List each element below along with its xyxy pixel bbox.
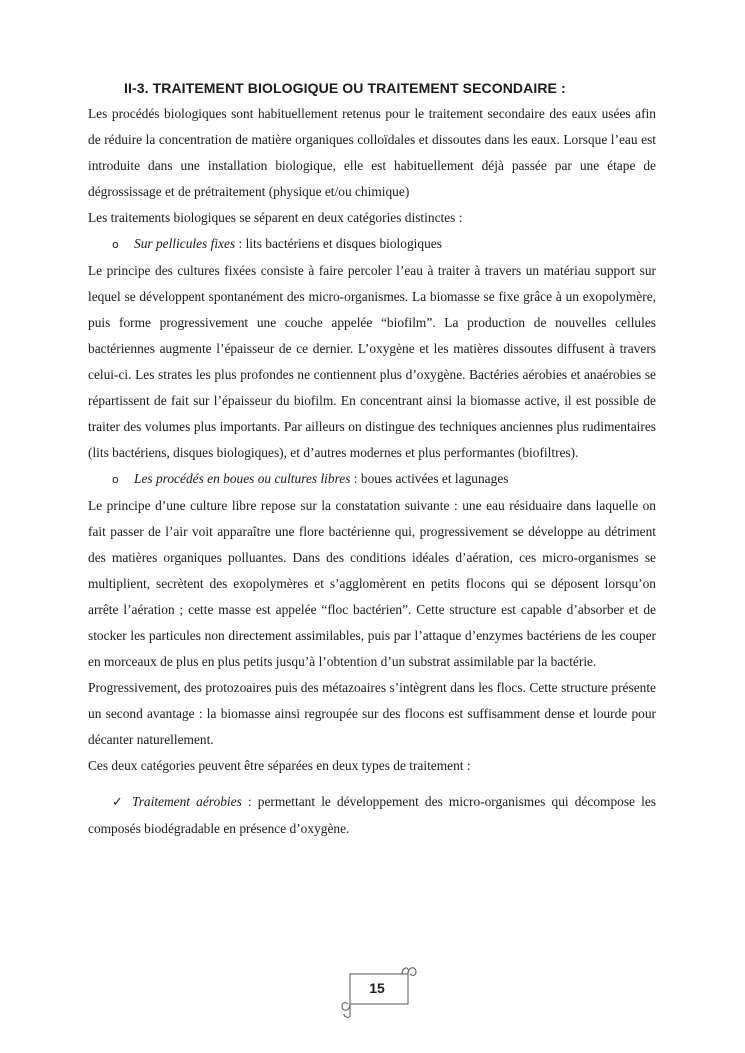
document-page [88, 80, 656, 842]
check-item-title: Traitement aérobies [132, 794, 242, 809]
paragraph-fixed-cultures: Le principe des cultures fixées consiste à faire percoler l’eau à traiter à travers un matériau support sur lequel se développent spontanément des micro-organismes. La biomasse se fixe grâce à un exopolymère, puis forme progressivement une couche appelée “biofilm”. La production de nouvelles cellules bactériennes augmente l’épaisseur de ce dernier. L’oxygène et les matières dissoutes diffusent à travers celui-ci. Les strates les plus profondes ne contiennent plus d’oxygène. Bactéries aérobies et anaérobies se répartissent de fait sur l’épaisseur du biofilm. En concentrant ainsi la biomasse active, il est possible de traiter des volumes plus importants. Par ailleurs on distingue des techniques anciennes plus rudimentaires (lits bactériens, disques biologiques), et d’autres modernes et plus performantes (biofiltres). [88, 263, 656, 460]
list-item-title: Les procédés en boues ou cultures libres [134, 471, 351, 486]
paragraph-protozoa: Progressivement, des protozoaires puis des métazoaires s’intègrent dans les flocs. Cette structure présente un second avantage : la biomasse ainsi regroupée sur des flocons est suffisamment dense et lourde pour décanter naturellement. [88, 680, 656, 747]
checkmark-icon: ✓ [112, 795, 123, 810]
paragraph-categories: Les traitements biologiques se séparent en deux catégories distinctes : [88, 210, 463, 225]
list-item-text: : lits bactériens et disques biologiques [235, 236, 442, 251]
bullet-icon: o [112, 473, 119, 486]
page-number-scroll [336, 962, 420, 1018]
bullet-icon: o [112, 238, 119, 251]
section-heading: II-3. TRAITEMENT BIOLOGIQUE OU TRAITEMENT SECONDAIRE : [124, 80, 566, 96]
list-item-title: Sur pellicules fixes [134, 236, 236, 251]
list-item-text: : boues activées et lagunages [350, 471, 509, 486]
list-item-fixed-films [112, 231, 656, 258]
paragraph-intro: Les procédés biologiques sont habituellement retenus pour le traitement secondaire des eaux usées afin de réduire la concentration de matière organiques colloïdales et dissoutes dans les eaux. Lorsque l’eau est introduite dans une installation biologique, elle est habituellement déjà passée par une étape de dégrossissage et de prétraitement (physique et/ou chimique) [88, 106, 656, 199]
list-item-free-cultures [112, 466, 656, 493]
check-item-aerobic [88, 789, 656, 842]
paragraph-treatment-types: Ces deux catégories peuvent être séparées en deux types de traitement : [88, 758, 471, 773]
page-number: 15 [369, 980, 385, 996]
check-item-text: : permettant le développement des micro-organismes qui décompose les composés biodégradable en présence d’oxygène. [88, 794, 656, 836]
paragraph-free-culture: Le principe d’une culture libre repose sur la constatation suivante : une eau résiduaire dans laquelle on fait passer de l’air voit apparaître une flore bactérienne qui, progressivement se développe au détriment des matières organiques polluantes. Dans des conditions idéales d’aération, ces micro-organismes se multiplient, secrètent des exopolymères et s’agglomèrent en petits flocons qui se déposent lorsqu’on arrête l’aération ; cette masse est appelée “floc bactérien”. Cette structure est capable d’absorber et de stocker les particules non directement assimilables, puis par l’attaque d’enzymes bactériens de les couper en morceaux de plus en plus petits jusqu’à l’obtention d’un substrat assimilable par la bactérie. [88, 498, 656, 669]
